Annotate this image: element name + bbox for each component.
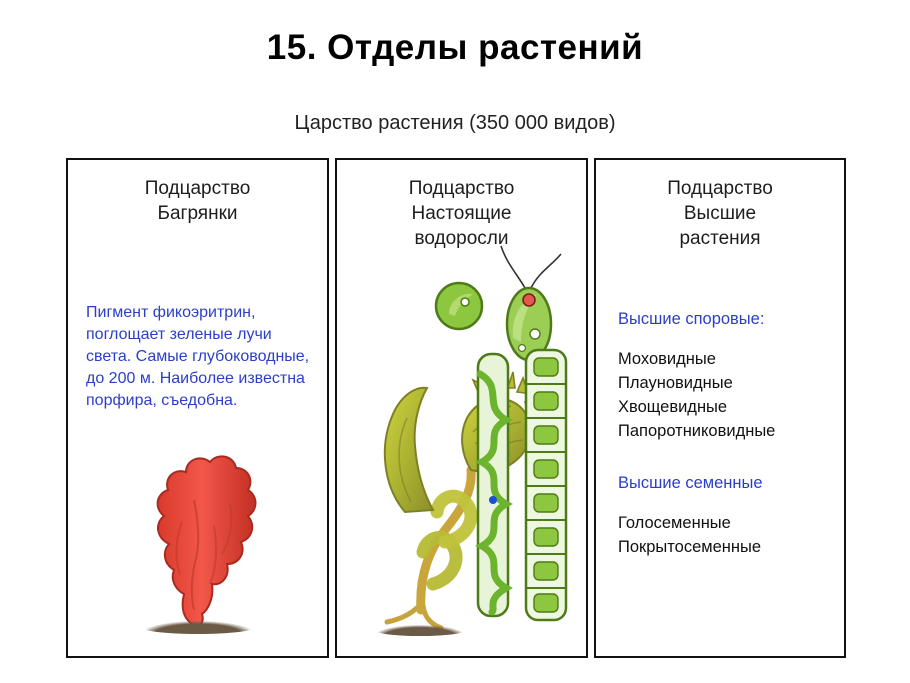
kingdom-label: Царство растения (350 000 видов) [294,112,616,134]
column-higher-plants-heading [596,160,844,251]
seed-plants-group-title: Высшие семенные [618,474,763,492]
column-true-algae-heading [337,160,586,251]
heading-line-2: Высшие [683,203,757,225]
list-item: Папоротниковидные [618,421,776,440]
list-item: Моховидные [618,350,716,368]
heading-line-2: Багрянки [157,203,238,225]
heading-line-3: растения [679,228,761,250]
heading-line-1: Подцарство [408,178,515,199]
heading-line-2: Настоящие [411,203,512,225]
heading-line-1: Подцарство [667,178,773,199]
heading-line-1: Подцарство [144,178,251,199]
spore-plants-list [618,348,833,444]
column-true-algae [335,158,588,658]
subkingdom-columns [66,158,846,658]
substrate-rock [142,621,254,634]
column-higher-plants [594,158,846,658]
column-red-algae [66,158,329,658]
list-item: Хвощевидные [618,397,728,416]
list-item: Плауновидные [618,373,733,392]
column-red-algae-heading [68,160,327,226]
heading-line-3: водоросли [414,228,509,250]
list-item: Покрытосеменные [618,537,762,556]
substrate-rock [375,625,465,636]
red-algae-thallus-icon [124,434,274,634]
filamentous-algae-illustration [470,344,580,634]
spore-plants-group-title: Высшие споровые: [618,310,765,328]
page-title: 15. Отделы растений [266,28,644,67]
list-item: Голосеменные [618,514,731,532]
red-algae-description: Пигмент фикоэритрин, поглощает зеленые лучи света. Самые глубоководные, до 200 м. Наиболее известна порфира, съедобна. [86,304,310,410]
seed-plants-list [618,512,833,560]
